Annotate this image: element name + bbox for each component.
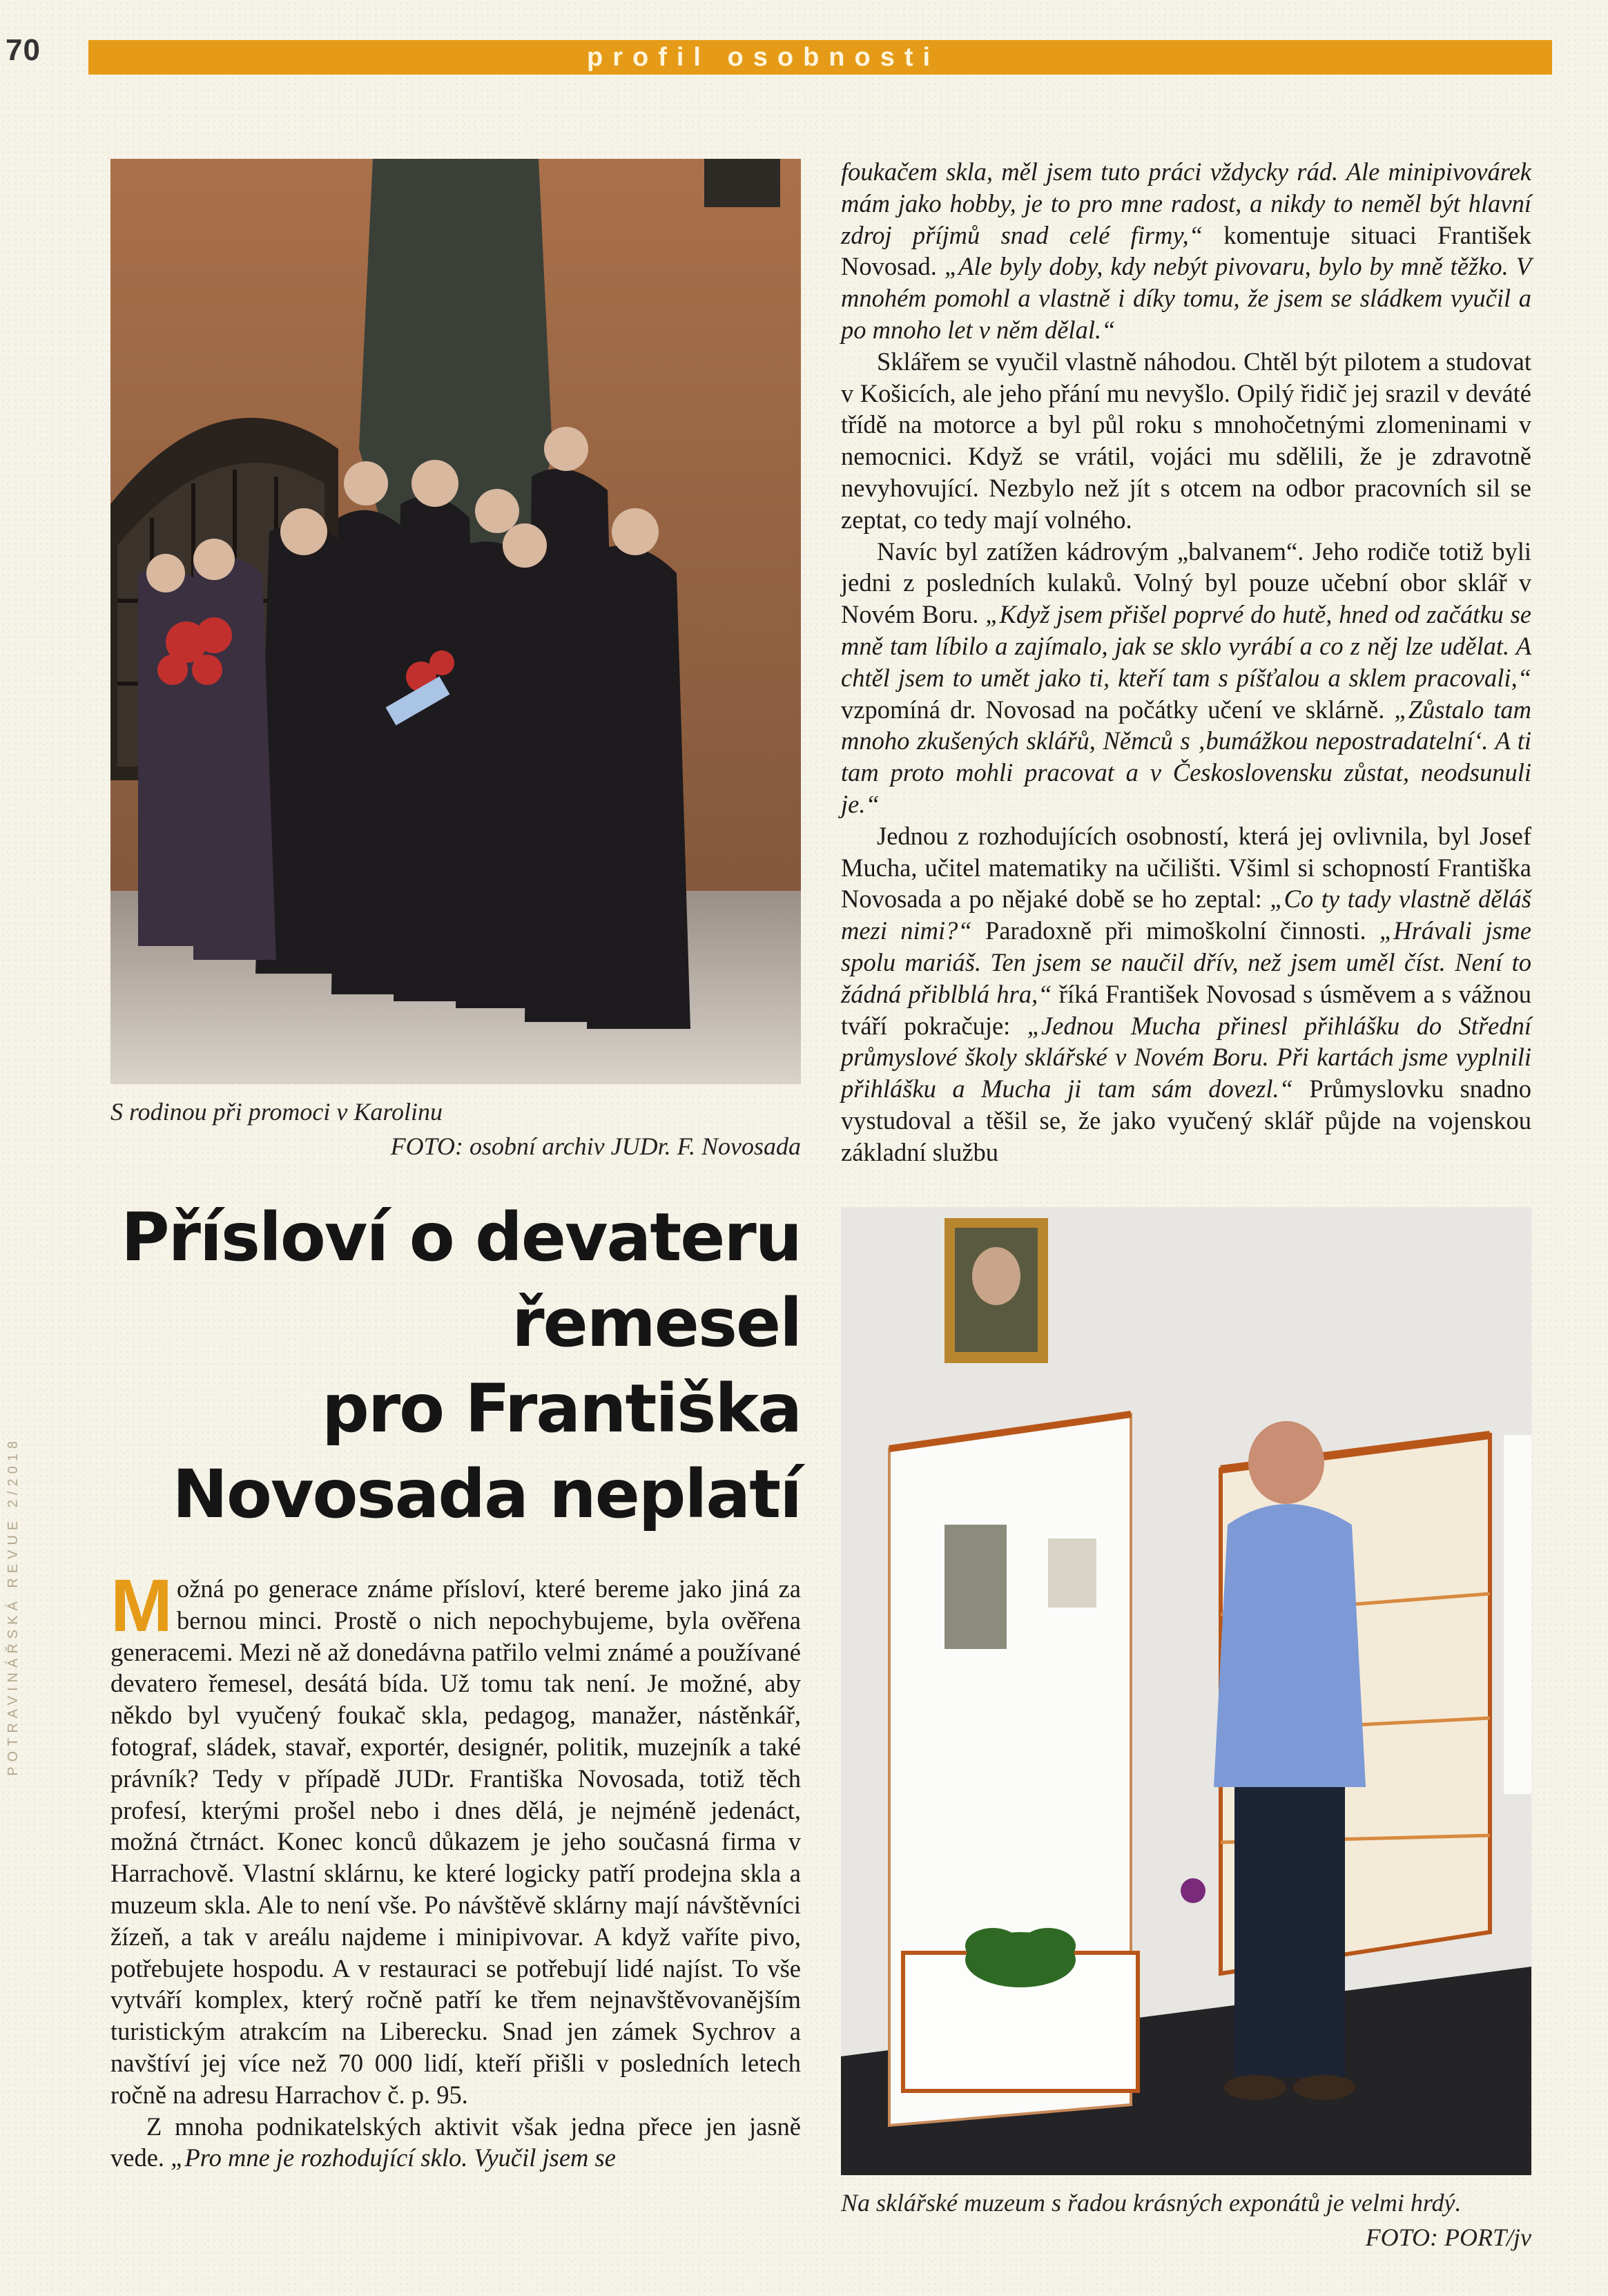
text-4g: Průmyslovku snadno vystudoval a těšil se, že jako vyučený sklář půjde na vojenskou základní službu <box>841 1074 1531 1166</box>
quote-1a: foukačem skla, měl jsem tuto práci vždycky rád. Ale minipivovárek mám jako hobby, je to pro mne radost, a nikdy to neměl být hlavní zdroj příjmů snad celé firmy,“ <box>841 157 1531 249</box>
text-4e: říká František Novosad s úsměvem a s vážnou tváří pokračuje: <box>841 979 1532 1040</box>
photo1-caption-text: S rodinou při promoci v Karolinu <box>110 1098 443 1126</box>
quote-3b: „Když jsem přišel poprvé do hutě, hned od začátku se mně tam líbilo a zajímalo, jak se sklo vyrábí a co z něj lze udělat. A chtěl jsem to umět jako ti, kteří tam s píšťalou a sklem pracovali,“ <box>841 600 1531 692</box>
text-3a: Navíc byl zatížen kádrovým „balvanem“. Jeho rodiče totiž byli jedni z posledních kulaků. Volný byl pouze učební obor sklář v Novém Boru. <box>841 537 1531 629</box>
quote-4d: „Hrávali jsme spolu mariáš. Ten jsem se naučil dřív, než jsem uměl číst. Není to žádná přiblblá hra,“ <box>841 916 1531 1008</box>
text-1b: komentuje situaci František Novosad. <box>841 220 1531 281</box>
dropcap-letter: M <box>110 1563 173 1647</box>
paragraph-2-quote: „Pro mne je rozhodující sklo. Vyučil jsem se <box>171 2143 616 2172</box>
headline-line-4: Novosada neplatí <box>172 1456 801 1533</box>
quote-4b: „Co ty tady vlastně děláš mezi nimi?“ <box>841 885 1531 945</box>
magazine-side-label: POTRAVINÁŘSKÁ REVUE 2/2018 <box>6 1436 21 1776</box>
quote-4f: „Jednou Mucha přinesl přihlášku do Střední průmyslové školy sklářské v Novém Boru. Při kartách jsme vyplnili přihlášku a Mucha ji tam sám dovezl.“ <box>841 1011 1531 1103</box>
headline-line-2: řemesel <box>512 1284 801 1362</box>
glass-museum-photo <box>841 1207 1531 2175</box>
intro-paragraph <box>110 1563 801 2111</box>
section-title: profil osobnosti <box>587 43 940 72</box>
page-number: 70 <box>6 33 41 67</box>
paragraph-2 <box>110 2111 801 2174</box>
photo1-caption <box>110 1094 801 1164</box>
text-4c: Paradoxně při mimoškolní činnosti. <box>971 916 1379 945</box>
photo2-credit: FOTO: PORT/jv <box>1365 2223 1531 2251</box>
photo2-caption <box>841 2186 1531 2255</box>
quote-1c: „Ale byly doby, kdy nebýt pivovaru, bylo by mně těžko. V mnohém pomohl a vlastně i díky tomu, že jsem se sládkem vyučil a po mnoho let v něm dělal.“ <box>841 252 1532 344</box>
text-4a: Jednou z rozhodujících osobností, která jej ovlivnila, byl Josef Mucha, učitel matematiky na učilišti. Všiml si schopností Františka Novosada a po nějaké době se ho zeptal: <box>841 821 1531 914</box>
right-paragraph-2: Sklářem se vyučil vlastně náhodou. Chtěl být pilotem a studovat v Košicích, ale jeho přání mu nevyšlo. Opilý řidič jej srazil v deváté třídě na motorce a byl půl roku s mnohočetnými zlomeninami v nemocnici. Když se vrátil, vojáci mu sdělili, že je zdravotně nevyhovující. Nezbylo než jít s otcem na odbor pracovních sil se zeptat, co tedy mají volného. <box>841 347 1531 534</box>
paragraph-2-text: Z mnoha podnikatelských aktivit však jedna přece jen jasně vede. <box>110 2112 801 2172</box>
right-paragraph-1 <box>841 156 1531 346</box>
left-column-text <box>110 1563 801 2174</box>
right-paragraph-4 <box>841 820 1531 1168</box>
photo2-caption-text: Na sklářské muzeum s řadou krásných exponátů je velmi hrdý. <box>841 2189 1462 2217</box>
intro-paragraph-text: ožná po generace známe přísloví, které bereme jako jiná za bernou minci. Prostě o nich nepochybujeme, byla ověřena generacemi. Mezi ně až donedávna patřilo velmi známé a používané devatero řemesel, desátá bída. Už tomu tak není. Je možné, aby někdo byl vyučený foukač skla, pedagog, manažer, nástěnkář, fotograf, sládek, stavař, exportér, designér, politik, muzejník a také právník? Tedy v případě JUDr. Františka Novosada, totiž těch profesí, kterými prošel nebo i dnes dělá, je nejméně jedenáct, možná čtrnáct. Konec konců důkazem je jeho současná firma v Harrachově. Vlastní sklárnu, ke které logicky patří prodejna skla a muzeum skla. Ale to není vše. Po návštěvě sklárny mají návštěvníci žízeň, a tak v areálu najdeme i minipivovar. A když vaříte pivo, potřebujete hospodu. A v restauraci se potřebují lidé najíst. To vše vytváří komplex, který ročně patří ke třem nejnavštěvovanějším turistickým atrakcím na Liberecku. Snad jen zámek Sychrov a navštíví jej více než 70 000 lidí, kteří přišli v posledních letech ročně na adresu Harrachov č. p. 95. <box>110 1574 801 2109</box>
right-column-text <box>841 156 1531 1168</box>
family-graduation-photo <box>110 159 801 1084</box>
headline-line-3: pro Františka <box>322 1370 801 1447</box>
photo1-credit: FOTO: osobní archiv JUDr. F. Novosada <box>390 1132 801 1160</box>
quote-3d: „Zůstalo tam mnoho zkušených sklářů, Němců s ‚bumážkou nepostradatelní‘. A ti tam proto mohli pracovat a v Československu zůstat, neodsunuli je.“ <box>841 695 1531 818</box>
headline-line-1: Přísloví o devateru <box>121 1199 801 1276</box>
text-3c: vzpomíná dr. Novosad na počátky učení ve sklárně. <box>841 695 1395 724</box>
article-headline <box>104 1195 801 1537</box>
right-paragraph-3 <box>841 536 1531 820</box>
